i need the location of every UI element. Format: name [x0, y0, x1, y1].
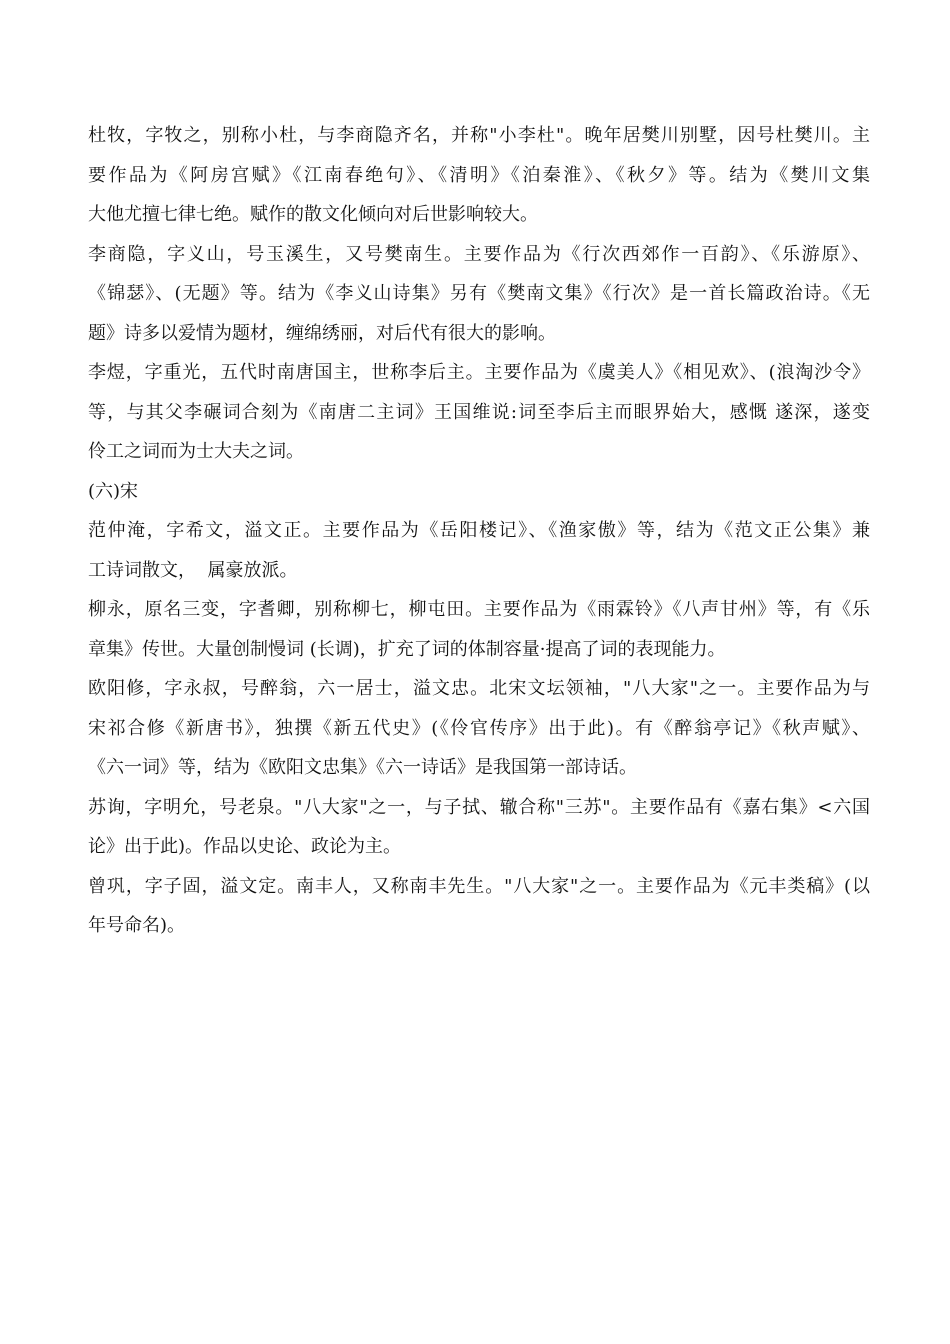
text-line: 李商隐，字义山，号玉溪生，又号樊南生。主要作品为《行次西郊作一百韵》、《乐游原》、 — [88, 243, 870, 265]
text-line: 曾巩，字子固，溢文定。南丰人，又称南丰先生。"八大家"之一。主要作品为《元丰类稿》(以 — [88, 875, 870, 897]
text-line: 伶工之词而为士大夫之词。 — [88, 441, 304, 462]
section-heading: (六)宋 — [88, 480, 139, 502]
text-line: 李煜，字重光，五代时南唐国主，世称李后主。主要作品为《虞美人》《相见欢》、(浪淘沙令》 — [88, 362, 870, 383]
text-line: 范仲淹，字希文，溢文正。主要作品为《岳阳楼记》、《渔家傲》等，结为《范文正公集》兼 — [88, 520, 870, 541]
document-body — [88, 116, 870, 946]
text-line: 章集》传世。大量创制慢词 (长调)，扩充了词的体制容量·提高了词的表现能力。 — [88, 638, 726, 660]
text-line: 苏询，字明允，号老泉。"八大家"之一，与子拭、辙合称"三苏"。主要作品有《嘉右集》<六国 — [88, 796, 870, 818]
text-line: 欧阳修，字永叔，号醉翁，六一居士，溢文忠。北宋文坛领袖，"八大家"之一。主要作品为与 — [88, 678, 870, 699]
text-line: 要作品为《阿房宫赋》《江南春绝句》、《清明》《泊秦淮》、《秋夕》等。结为《樊川文集 — [88, 164, 870, 186]
text-line: 杜牧，字牧之，别称小杜，与李商隐齐名，并称"小李杜"。晚年居樊川别墅，因号杜樊川。主 — [88, 125, 870, 146]
text-line: 《六一词》等，结为《欧阳文忠集》《六一诗话》是我国第一部诗话。 — [88, 757, 637, 778]
text-line: 宋祁合修《新唐书》，独撰《新五代史》(《伶官传序》出于此)。有《醉翁亭记》《秋声赋》、 — [88, 717, 870, 739]
text-line: 年号命名)。 — [88, 915, 186, 936]
text-line: 题》诗多以爱情为题材，缠绵绣丽，对后代有很大的影响。 — [88, 322, 556, 344]
text-line: 论》出于此)。作品以史论、政论为主。 — [88, 836, 402, 857]
text-line: 等，与其父李碾词合刻为《南唐二主词》王国维说:词至李后主而眼界始大，感慨 遂深，遂变 — [88, 401, 870, 423]
text-line: 大他尤擅七律七绝。赋作的散文化倾向对后世影响较大。 — [88, 204, 538, 225]
text-line: 工诗词散文， 属豪放派。 — [88, 559, 298, 581]
text-line: 《锦瑟》、(无题》等。结为《李义山诗集》另有《樊南文集》《行次》是一首长篇政治诗。《无 — [88, 283, 870, 304]
text-line: 柳永，原名三变，字耆卿，别称柳七，柳屯田。主要作品为《雨霖铃》《八声甘州》等，有《乐 — [88, 599, 870, 620]
